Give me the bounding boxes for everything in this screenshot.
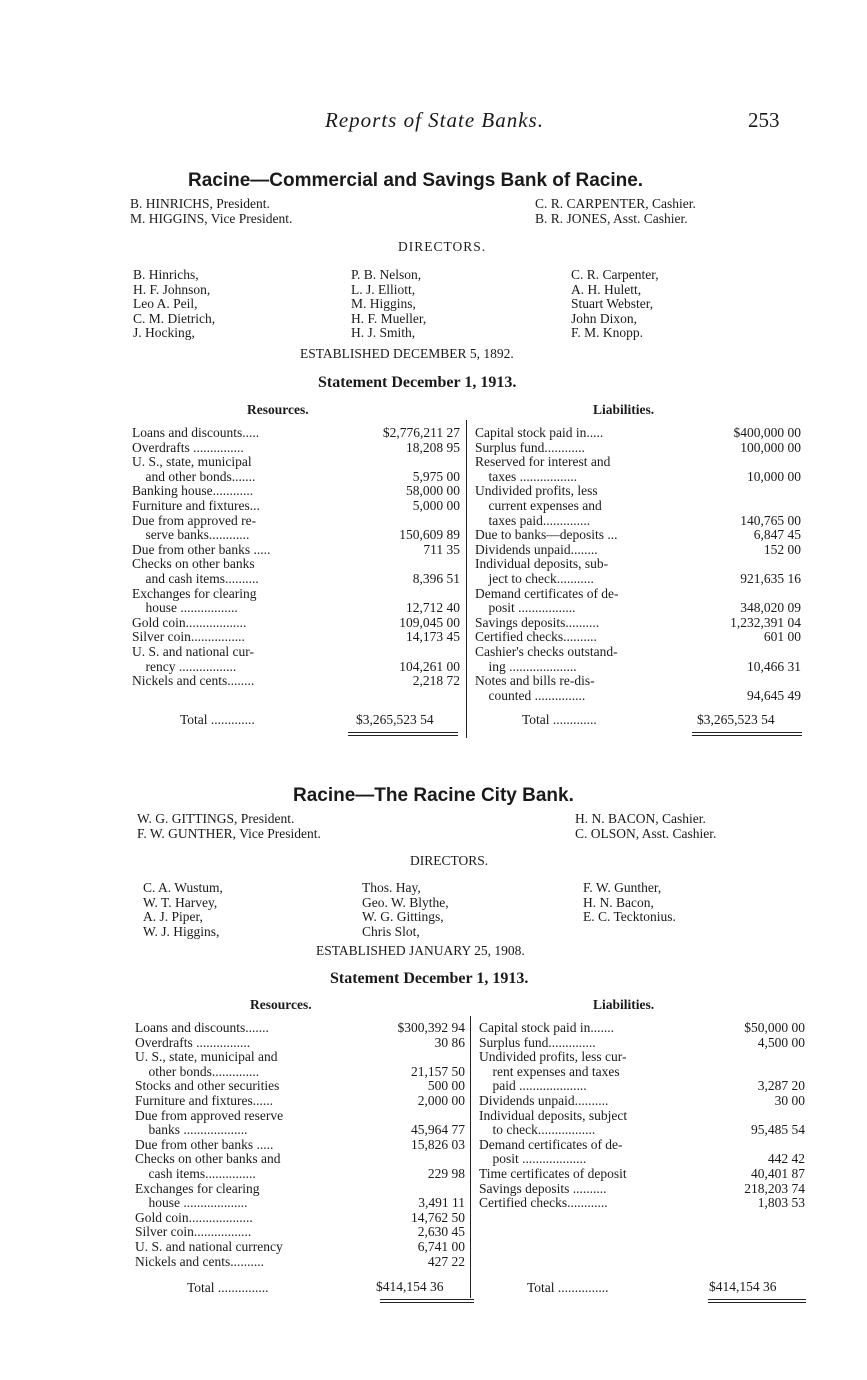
table-row [475,499,801,514]
row-amount: 95,485 54 [751,1122,805,1138]
table-row [132,660,460,675]
bank2-directors-heading: DIRECTORS. [410,853,489,868]
row-amount: $2,776,211 27 [382,425,460,440]
table-row [132,601,460,616]
table-row [475,528,801,543]
director: Leo A. Peil, [133,296,198,312]
bank2-established: ESTABLISHED JANUARY 25, 1908. [316,943,525,958]
row-label: Savings deposits .......... [479,1181,607,1196]
table-row [475,484,801,499]
row-amount: 6,741 00 [417,1238,465,1254]
bank1-resources-table [132,426,460,689]
row-amount: 229 98 [427,1165,465,1181]
row-label: Nickels and cents.......... [135,1254,264,1269]
row-label: Certified checks.......... [475,630,597,645]
table-row [135,1050,465,1065]
table-row [475,674,801,689]
table-row [132,514,460,529]
table-row [479,1021,805,1036]
table-row [479,1182,805,1197]
table-row [475,557,801,572]
row-label: Reserved for interest and [475,455,611,470]
row-amount: 218,203 74 [744,1180,805,1196]
director: Chris Slot, [362,923,420,939]
row-amount: 4,500 00 [757,1034,805,1050]
bank1-liabilities-table [475,426,801,703]
bank1-statement-date: Statement December 1, 1913. [318,374,517,391]
page-number: 253 [748,108,780,132]
table-row [479,1138,805,1153]
row-label: Gold coin.................. [132,615,247,630]
row-amount: 14,173 45 [406,629,460,645]
director: F. W. Gunther, [583,880,662,895]
bank1-directors-col1 [133,268,333,341]
row-amount: $300,392 94 [397,1020,465,1035]
row-label: Certified checks............ [479,1196,608,1211]
bank1-vice-president: M. HIGGINS, Vice President. [130,211,293,226]
bank2-asst-cashier: C. OLSON, Asst. Cashier. [575,826,717,841]
row-amount: 30 00 [774,1092,805,1108]
bank2-resources-heading: Resources. [250,997,312,1012]
row-label: taxes paid.............. [475,513,591,528]
bank1-president: B. HINRICHS, President. [130,196,270,211]
bank1-established: ESTABLISHED DECEMBER 5, 1892. [300,346,514,361]
row-label: Checks on other banks and [135,1152,281,1167]
director: F. M. Knopp. [571,325,644,341]
row-label: to check................. [479,1123,596,1138]
row-label: Due to banks—deposits ... [475,528,618,543]
column-divider [466,420,467,738]
row-label: Due from approved re- [132,513,257,528]
bank2-directors-col2 [362,881,562,939]
row-label: Due from approved reserve [135,1108,284,1123]
table-row [135,1123,465,1138]
row-amount: 15,826 03 [411,1136,465,1152]
table-row [479,1065,805,1080]
director: W. T. Harvey, [143,894,218,910]
table-row [475,601,801,616]
row-label: Furniture and fixtures... [132,498,260,513]
bank2-statement-date: Statement December 1, 1913. [330,970,529,987]
row-amount: $50,000 00 [744,1020,805,1035]
table-row [132,499,460,514]
bank1-title: Racine—Commercial and Savings Bank of Racine. [188,170,644,191]
row-amount: 601 00 [763,629,801,645]
bank2-vice-president: F. W. GUNTHER, Vice President. [137,826,321,841]
director: B. Hinrichs, [133,267,199,282]
row-label: Silver coin................. [135,1225,252,1240]
row-label: Savings deposits.......... [475,615,600,630]
row-label: Overdrafts ................ [135,1035,251,1050]
row-label: house ................... [135,1196,248,1211]
row-amount: 12,712 40 [406,600,460,616]
bank2-directors-col1 [143,881,343,939]
bank2-cashier: H. N. BACON, Cashier. [575,811,706,826]
director: C. A. Wustum, [143,880,223,895]
bank1-cashier: C. R. CARPENTER, Cashier. [535,196,696,211]
row-label: ing .................... [475,659,577,674]
row-label: Undivided profits, less [475,484,598,499]
table-row [479,1123,805,1138]
row-label: U. S. and national currency [135,1239,283,1254]
row-amount: 427 22 [427,1253,465,1269]
row-label: Demand certificates of de- [475,586,619,601]
bank2-resources-table [135,1021,465,1269]
table-row [479,1109,805,1124]
row-amount: 8,396 51 [412,570,460,586]
row-amount: 21,157 50 [411,1063,465,1079]
director: John Dixon, [571,310,638,326]
table-row [135,1036,465,1051]
row-label: Capital stock paid in....... [479,1021,614,1035]
double-rule [692,732,802,736]
row-label: U. S., state, municipal and [135,1050,278,1065]
table-row [132,441,460,456]
row-amount: 711 35 [423,541,460,557]
table-row [135,1152,465,1167]
table-row [475,660,801,675]
row-label: Dividends unpaid.......... [479,1093,609,1108]
row-label: posit ................. [475,601,576,616]
row-label: Due from other banks ..... [132,542,271,557]
table-row [479,1196,805,1211]
bank1-asst-cashier: B. R. JONES, Asst. Cashier. [535,211,688,226]
row-amount: 442 42 [767,1151,805,1167]
bank2-resources-total-label: Total ............... [187,1280,269,1295]
table-row [475,587,801,602]
row-amount: 3,287 20 [757,1078,805,1094]
row-label: Exchanges for clearing [132,586,257,601]
column-divider [470,1016,471,1298]
row-label: other bonds.............. [135,1064,260,1079]
row-amount: 100,000 00 [740,439,801,455]
row-label: Silver coin................ [132,630,245,645]
row-amount: 10,466 31 [747,658,801,674]
row-label: and cash items.......... [132,571,259,586]
director: H. F. Johnson, [133,281,211,297]
table-row [132,484,460,499]
table-row [135,1065,465,1080]
table-row [479,1167,805,1182]
table-row [135,1255,465,1270]
running-header-title: Reports of State Banks. [325,108,544,132]
bank2-title: Racine—The Racine City Bank. [293,785,574,806]
bank1-directors-heading: DIRECTORS. [398,239,487,254]
table-row [135,1094,465,1109]
director: A. J. Piper, [143,909,203,925]
row-amount: 3,491 11 [418,1195,465,1211]
director: W. G. Gittings, [362,909,444,925]
bank1-resources-heading: Resources. [247,402,309,417]
bank2-president: W. G. GITTINGS, President. [137,811,295,826]
director: P. B. Nelson, [351,267,422,282]
row-label: Gold coin................... [135,1210,253,1225]
row-label: banks ................... [135,1123,248,1138]
row-label: Demand certificates of de- [479,1137,623,1152]
row-label: rent expenses and taxes [479,1064,620,1079]
row-amount: 348,020 09 [740,600,801,616]
director: M. Higgins, [351,296,416,312]
row-amount: 140,765 00 [740,512,801,528]
row-label: current expenses and [475,498,602,513]
row-label: Surplus fund.............. [479,1035,596,1050]
row-amount: 14,762 50 [411,1209,465,1225]
row-label: Furniture and fixtures...... [135,1093,273,1108]
row-label: Checks on other banks [132,557,255,572]
table-row [475,572,801,587]
bank1-liabilities-total-label: Total ............. [522,712,597,727]
row-label: house ................. [132,601,238,616]
row-label: ject to check........... [475,571,594,586]
row-label: Dividends unpaid........ [475,542,598,557]
director: Stuart Webster, [571,296,654,312]
table-row [475,455,801,470]
row-amount: 5,000 00 [412,497,460,513]
bank2-liabilities-table [479,1021,805,1211]
director: J. Hocking, [133,325,195,341]
row-label: posit ................... [479,1152,587,1167]
director: A. H. Hulett, [571,281,642,297]
bank1-resources-total-label: Total ............. [180,712,255,727]
bank2-directors-col3 [583,881,783,925]
director: Thos. Hay, [362,880,421,895]
row-label: taxes ................. [475,469,577,484]
row-amount: 1,232,391 04 [730,614,801,630]
row-amount: 2,000 00 [417,1092,465,1108]
row-label: Overdrafts ............... [132,440,244,455]
row-label: Individual deposits, subject [479,1108,628,1123]
double-rule [708,1299,806,1303]
row-amount: 40,401 87 [751,1165,805,1181]
table-row [135,1079,465,1094]
row-amount: $400,000 00 [733,425,801,440]
table-row [135,1021,465,1036]
table-row [479,1152,805,1167]
row-label: Exchanges for clearing [135,1181,260,1196]
row-label: Cashier's checks outstand- [475,644,618,659]
director: H. J. Smith, [351,325,416,341]
row-label: and other bonds....... [132,469,256,484]
table-row [135,1196,465,1211]
row-label: Banking house............ [132,484,254,499]
table-row [132,630,460,645]
table-row [479,1094,805,1109]
table-row [475,645,801,660]
row-label: U. S. and national cur- [132,644,254,659]
row-label: counted ............... [475,688,586,703]
table-row [132,645,460,660]
row-label: Notes and bills re-dis- [475,674,595,689]
table-row [475,426,801,441]
row-amount: 2,218 72 [412,673,460,689]
row-label: Due from other banks ..... [135,1137,274,1152]
row-amount: 921,635 16 [740,570,801,586]
director: L. J. Elliott, [351,281,416,297]
bank1-directors-col3 [571,268,771,341]
table-row [475,470,801,485]
table-row [132,543,460,558]
director: W. J. Higgins, [143,923,220,939]
table-row [479,1079,805,1094]
bank2-liabilities-total-label: Total ............... [527,1280,609,1295]
row-label: serve banks............ [132,528,250,543]
bank1-directors-col2 [351,268,551,341]
row-amount: 30 86 [434,1034,465,1050]
table-row [475,630,801,645]
table-row [132,470,460,485]
double-rule [348,732,458,736]
row-amount: 94,645 49 [747,687,801,703]
row-amount: 150,609 89 [399,527,460,543]
table-row [135,1109,465,1124]
row-amount: 500 00 [427,1078,465,1094]
table-row [132,528,460,543]
row-label: Loans and discounts....... [135,1021,269,1035]
row-label: Loans and discounts..... [132,426,260,440]
bank2-liabilities-heading: Liabilities. [593,997,655,1012]
table-row [475,441,801,456]
table-row [135,1225,465,1240]
row-amount: 5,975 00 [412,468,460,484]
table-row [132,587,460,602]
row-amount: 1,803 53 [757,1195,805,1211]
table-row [135,1167,465,1182]
table-row [132,674,460,689]
row-amount: 45,964 77 [411,1122,465,1138]
row-amount: 2,630 45 [417,1224,465,1240]
director: E. C. Tecktonius. [583,909,676,925]
director: C. M. Dietrich, [133,310,216,326]
table-row [475,514,801,529]
table-row [479,1036,805,1051]
bank1-resources-total: $3,265,523 54 [356,712,434,727]
table-row [132,455,460,470]
row-label: Individual deposits, sub- [475,557,609,572]
row-amount: 152 00 [763,541,801,557]
row-label: U. S., state, municipal [132,455,252,470]
row-label: Time certificates of deposit [479,1166,627,1181]
bank2-liabilities-total: $414,154 36 [709,1279,777,1294]
row-label: Surplus fund............ [475,440,585,455]
bank2-resources-total: $414,154 36 [376,1279,444,1294]
row-amount: 58,000 00 [406,483,460,499]
row-amount: 104,261 00 [399,658,460,674]
table-row [132,572,460,587]
table-row [475,689,801,704]
row-label: Nickels and cents........ [132,674,255,689]
table-row [132,557,460,572]
row-amount: 10,000 00 [747,468,801,484]
row-label: Stocks and other securities [135,1079,280,1094]
table-row [132,426,460,441]
table-row [135,1211,465,1226]
row-label: Capital stock paid in..... [475,426,604,440]
row-label: Undivided profits, less cur- [479,1050,627,1065]
row-label: paid .................... [479,1079,587,1094]
double-rule [380,1299,474,1303]
director: C. R. Carpenter, [571,267,659,282]
table-row [479,1050,805,1065]
table-row [135,1138,465,1153]
director: H. F. Mueller, [351,310,427,326]
director: H. N. Bacon, [583,894,654,910]
row-amount: 109,045 00 [399,614,460,630]
row-amount: 6,847 45 [753,527,801,543]
table-row [132,616,460,631]
row-label: rency ................. [132,659,237,674]
table-row [475,543,801,558]
row-amount: 18,208 95 [406,439,460,455]
table-row [135,1182,465,1197]
row-label: cash items............... [135,1166,256,1181]
table-row [135,1240,465,1255]
director: Geo. W. Blythe, [362,894,449,910]
bank1-liabilities-total: $3,265,523 54 [697,712,775,727]
table-row [475,616,801,631]
bank1-liabilities-heading: Liabilities. [593,402,655,417]
